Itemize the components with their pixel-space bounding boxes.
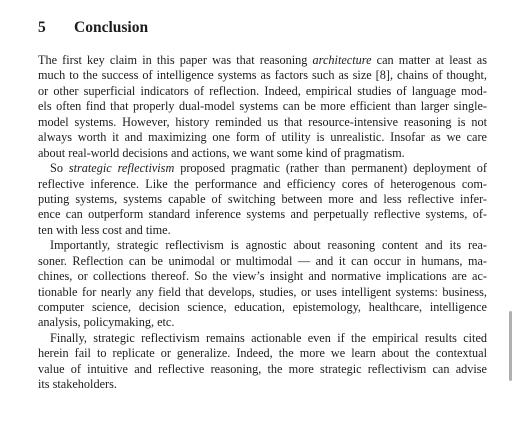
paragraph-1-line: or other superficial indicators of reflection. Indeed, empirical studies of language mod- (38, 83, 487, 98)
emphasis-text: architecture (312, 53, 372, 67)
section-number: 5 (38, 19, 46, 36)
paragraph-3-line: tionable for nearly any field that develops, studies, or uses intelligent systems: business, (38, 284, 487, 299)
paragraph-3-line: Importantly, strategic reflectivism is agnostic about reasoning content and its rea- (50, 238, 487, 253)
paragraph-3-line: soner. Reflection can be unimodal or multimodal — and it can occur in humans, ma- (38, 253, 487, 268)
paragraph-4-line: value of intuitive and reflective reasoning, the more strategic reflectivism can advise (38, 361, 487, 376)
paragraph-1-line: about real-world decisions and actions, we want some kind of pragmatism. (38, 145, 405, 160)
paragraph-2-line: So strategic reflectivism proposed pragmatic (rather than permanent) deployment of (50, 161, 488, 176)
paragraph-3-line: analysis, policymaking, etc. (38, 315, 175, 330)
paragraph-2-line: ten with less cost and time. (38, 222, 171, 237)
paragraph-3-line: computer science, decision science, education, epistemology, healthcare, intelligence (38, 300, 487, 314)
paragraph-4-line: herein fail to replicate or generalize. Indeed, the more we learn about the contextual (38, 346, 487, 361)
emphasis-text: strategic reflectivism (68, 161, 175, 176)
paragraph-1-line: model systems. However, history reminded us that resource-intensive reasoning is not (38, 114, 487, 129)
paragraph-1-line: much to the success of intelligence systems as factors such as size [8], chains of thought, (38, 68, 487, 83)
section-heading (38, 18, 148, 38)
paragraph-1-line: always worth it and maximizing one form of utility is unrealistic. Insofar as we care (38, 130, 487, 145)
paragraph-2-line: ence can outperform standard inference systems and perpetually reflective systems, of- (38, 207, 487, 222)
paragraph-1-line: The first key claim in this paper was that reasoning architecture can matter at least as (38, 53, 487, 67)
paragraph-2-line: puting systems, systems capable of switching between more and less reflective infer- (38, 191, 487, 206)
scrollbar-thumb[interactable] (509, 311, 512, 381)
paragraph-4-line: its stakeholders. (38, 377, 117, 392)
paragraph-3-line: chines, or collections thereof. So the view’s insight and normative implications are ac- (38, 269, 487, 284)
paragraph-2-line: reflective inference. Like the performance and efficiency cores of heterogenous com- (38, 176, 487, 191)
paragraph-4-line: Finally, strategic reflectivism remains actionable even if the empirical results cited (50, 330, 487, 345)
section-title: Conclusion (74, 19, 149, 36)
section-body (38, 53, 487, 393)
paragraph-1-line: els often find that properly dual-model systems can be more efficient than larger single- (38, 99, 487, 114)
